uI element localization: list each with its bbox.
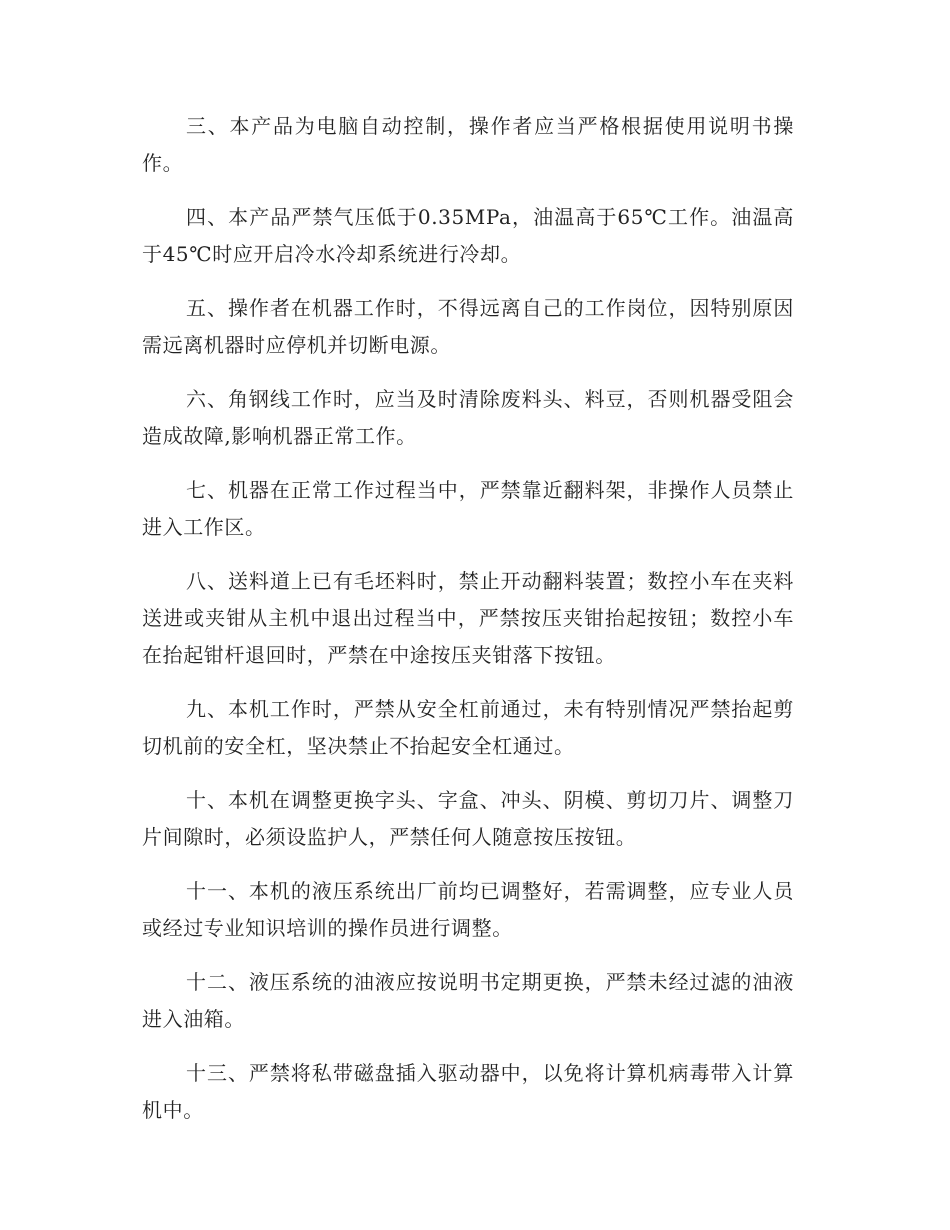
paragraph-12: 十二、液压系统的油液应按说明书定期更换，严禁未经过滤的油液进入油箱。 (142, 970, 794, 1031)
paragraph-6: 六、角钢线工作时，应当及时清除废料头、料豆，否则机器受阻会造成故障,影响机器正常工作。 (142, 387, 794, 448)
document-body (142, 108, 794, 1146)
paragraph-8: 八、送料道上已有毛坯料时，禁止开动翻料装置；数控小车在夹料送进或夹钳从主机中退出过程当中，严禁按压夹钳抬起按钮；数控小车在抬起钳杆退回时，严禁在中途按压夹钳落下按钮。 (142, 569, 794, 667)
paragraph-9: 九、本机工作时，严禁从安全杠前通过，未有特别情况严禁抬起剪切机前的安全杠，坚决禁止不抬起安全杠通过。 (142, 697, 794, 758)
paragraph-3: 三、本产品为电脑自动控制，操作者应当严格根据使用说明书操作。 (142, 114, 794, 175)
paragraph-13: 十三、严禁将私带磁盘插入驱动器中，以免将计算机病毒带入计算机中。 (142, 1061, 794, 1122)
paragraph-4: 四、本产品严禁气压低于0.35MPa，油温高于65℃工作。油温高于45℃时应开启冷水冷却系统进行冷却。 (142, 205, 794, 266)
paragraph-7: 七、机器在正常工作过程当中，严禁靠近翻料架，非操作人员禁止进入工作区。 (142, 478, 794, 539)
paragraph-11: 十一、本机的液压系统出厂前均已调整好，若需调整，应专业人员或经过专业知识培训的操作员进行调整。 (142, 879, 794, 940)
paragraph-5: 五、操作者在机器工作时，不得远离自己的工作岗位，因特别原因需远离机器时应停机并切断电源。 (142, 296, 794, 357)
paragraph-10: 十、本机在调整更换字头、字盒、冲头、阴模、剪切刀片、调整刀片间隙时，必须设监护人，严禁任何人随意按压按钮。 (142, 788, 794, 849)
